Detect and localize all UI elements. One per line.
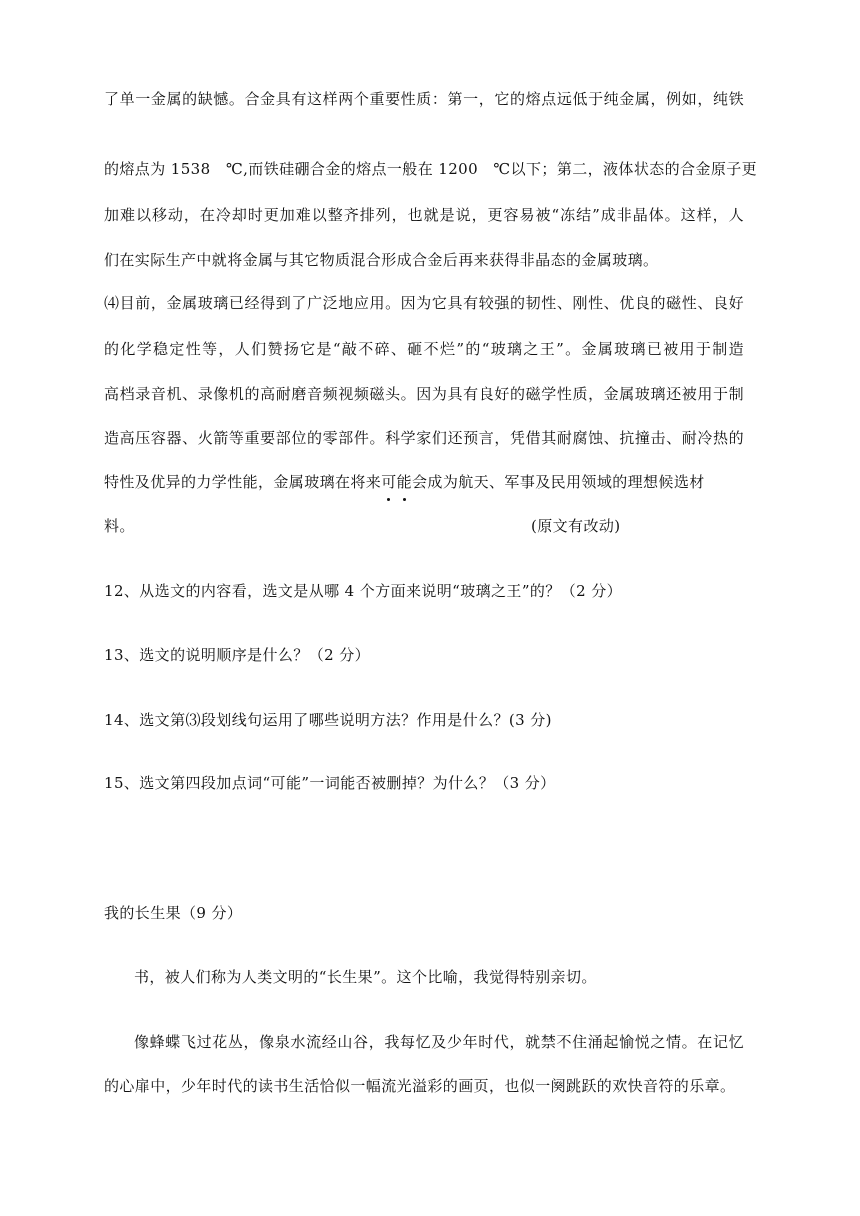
- section-title: 我的长生果（9 分）: [104, 904, 243, 922]
- paragraph-line: 像蜂蝶飞过花丛，像泉水流经山谷，我每忆及少年时代，就禁不住涌起愉悦之情。在记忆: [134, 1033, 744, 1051]
- paragraph-line: 们在实际生产中就将金属与其它物质混合形成合金后再来获得非晶态的金属玻璃。: [104, 251, 659, 269]
- paragraph-line: 了单一金属的缺憾。合金具有这样两个重要性质：第一，它的熔点远低于纯金属，例如，纯铁: [104, 90, 744, 108]
- question-15: 15、选文第四段加点词“可能”一词能否被删掉？为什么？（3 分）: [104, 774, 556, 792]
- source-note: (原文有改动): [531, 517, 621, 535]
- paragraph-line: 造高压容器、火箭等重要部位的零部件。科学家们还预言，凭借其耐腐蚀、抗撞击、耐冷热的: [104, 429, 744, 447]
- line-text: 特性及优异的力学性能，金属玻璃在将来: [104, 473, 382, 491]
- paragraph-last-line: [104, 516, 744, 536]
- line-text: 料。: [104, 517, 135, 535]
- paragraph-line: ⑷目前，金属玻璃已经得到了广泛地应用。因为它具有较强的韧性、刚性、优良的磁性、良好: [104, 294, 744, 312]
- question-12: 12、从选文的内容看，选文是从哪 4 个方面来说明“玻璃之王”的？（2 分）: [104, 582, 623, 600]
- paragraph-line: 加难以移动，在冷却时更加难以整齐排列，也就是说，更容易被“冻结”成非晶体。这样，人: [104, 206, 744, 224]
- paragraph-line: 书，被人们称为人类文明的“长生果”。这个比喻，我觉得特别亲切。: [134, 968, 597, 986]
- emphasis-dot-char: 能: [396, 473, 413, 491]
- question-14: 14、选文第⑶段划线句运用了哪些说明方法？作用是什么？(3 分): [104, 711, 552, 729]
- line-text: 会成为航天、军事及民用领域的理想候选材: [412, 473, 705, 491]
- paragraph-line: 的心扉中，少年时代的读书生活恰似一幅流光溢彩的画页，也似一阕跳跃的欢快音符的乐章。: [104, 1077, 736, 1095]
- paragraph-line: 的熔点为 1538 ℃,而铁硅硼合金的熔点一般在 1200 ℃以下；第二，液体状态的合金原子更: [104, 160, 758, 178]
- paragraph-line-emphasis: [104, 472, 744, 492]
- paragraph-line: 的化学稳定性等，人们赞扬它是“敲不碎、砸不烂”的“玻璃之王”。金属玻璃已被用于制造: [104, 340, 744, 358]
- question-13: 13、选文的说明顺序是什么？（2 分）: [104, 646, 370, 664]
- paragraph-line: 高档录音机、录像机的高耐磨音频视频磁头。因为具有良好的磁学性质，金属玻璃还被用于制: [104, 385, 744, 403]
- emphasis-dot-char: 可: [381, 473, 397, 491]
